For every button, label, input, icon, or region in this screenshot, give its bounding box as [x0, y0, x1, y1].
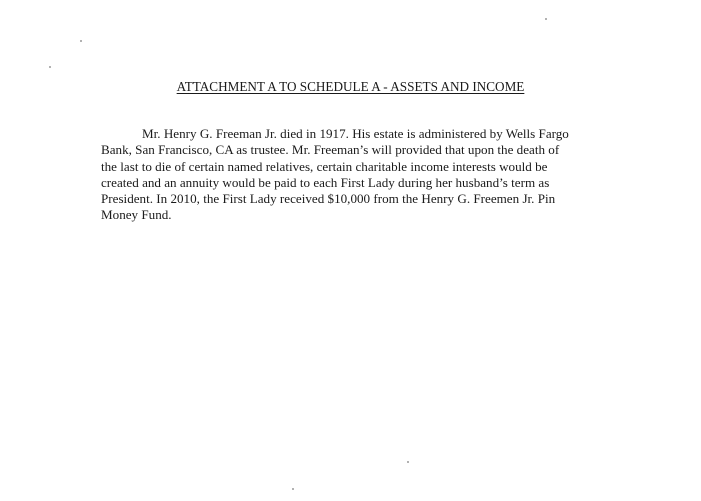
scan-speck — [545, 18, 547, 20]
paragraph-line: Mr. Henry G. Freeman Jr. died in 1917. His estate is administered by Wells Fargo — [142, 126, 569, 141]
body-paragraph — [101, 126, 615, 224]
scan-speck — [292, 488, 294, 490]
paragraph-line: Money Fund. — [101, 207, 172, 223]
scan-speck — [49, 66, 51, 68]
page-title — [0, 78, 701, 96]
paragraph-line: President. In 2010, the First Lady received $10,000 from the Henry G. Freemen Jr. Pin — [101, 191, 556, 207]
paragraph-line: created and an annuity would be paid to each First Lady during her husband’s term as — [101, 174, 550, 190]
scan-speck — [407, 461, 409, 463]
title-text: ATTACHMENT A TO SCHEDULE A - ASSETS AND INCOME — [176, 79, 525, 94]
paragraph-line: Bank, San Francisco, CA as trustee. Mr. Freeman’s will provided that upon the death of — [101, 142, 560, 158]
paragraph-line: the last to die of certain named relatives, certain charitable income interests would be — [101, 158, 548, 174]
scan-speck — [80, 40, 82, 42]
